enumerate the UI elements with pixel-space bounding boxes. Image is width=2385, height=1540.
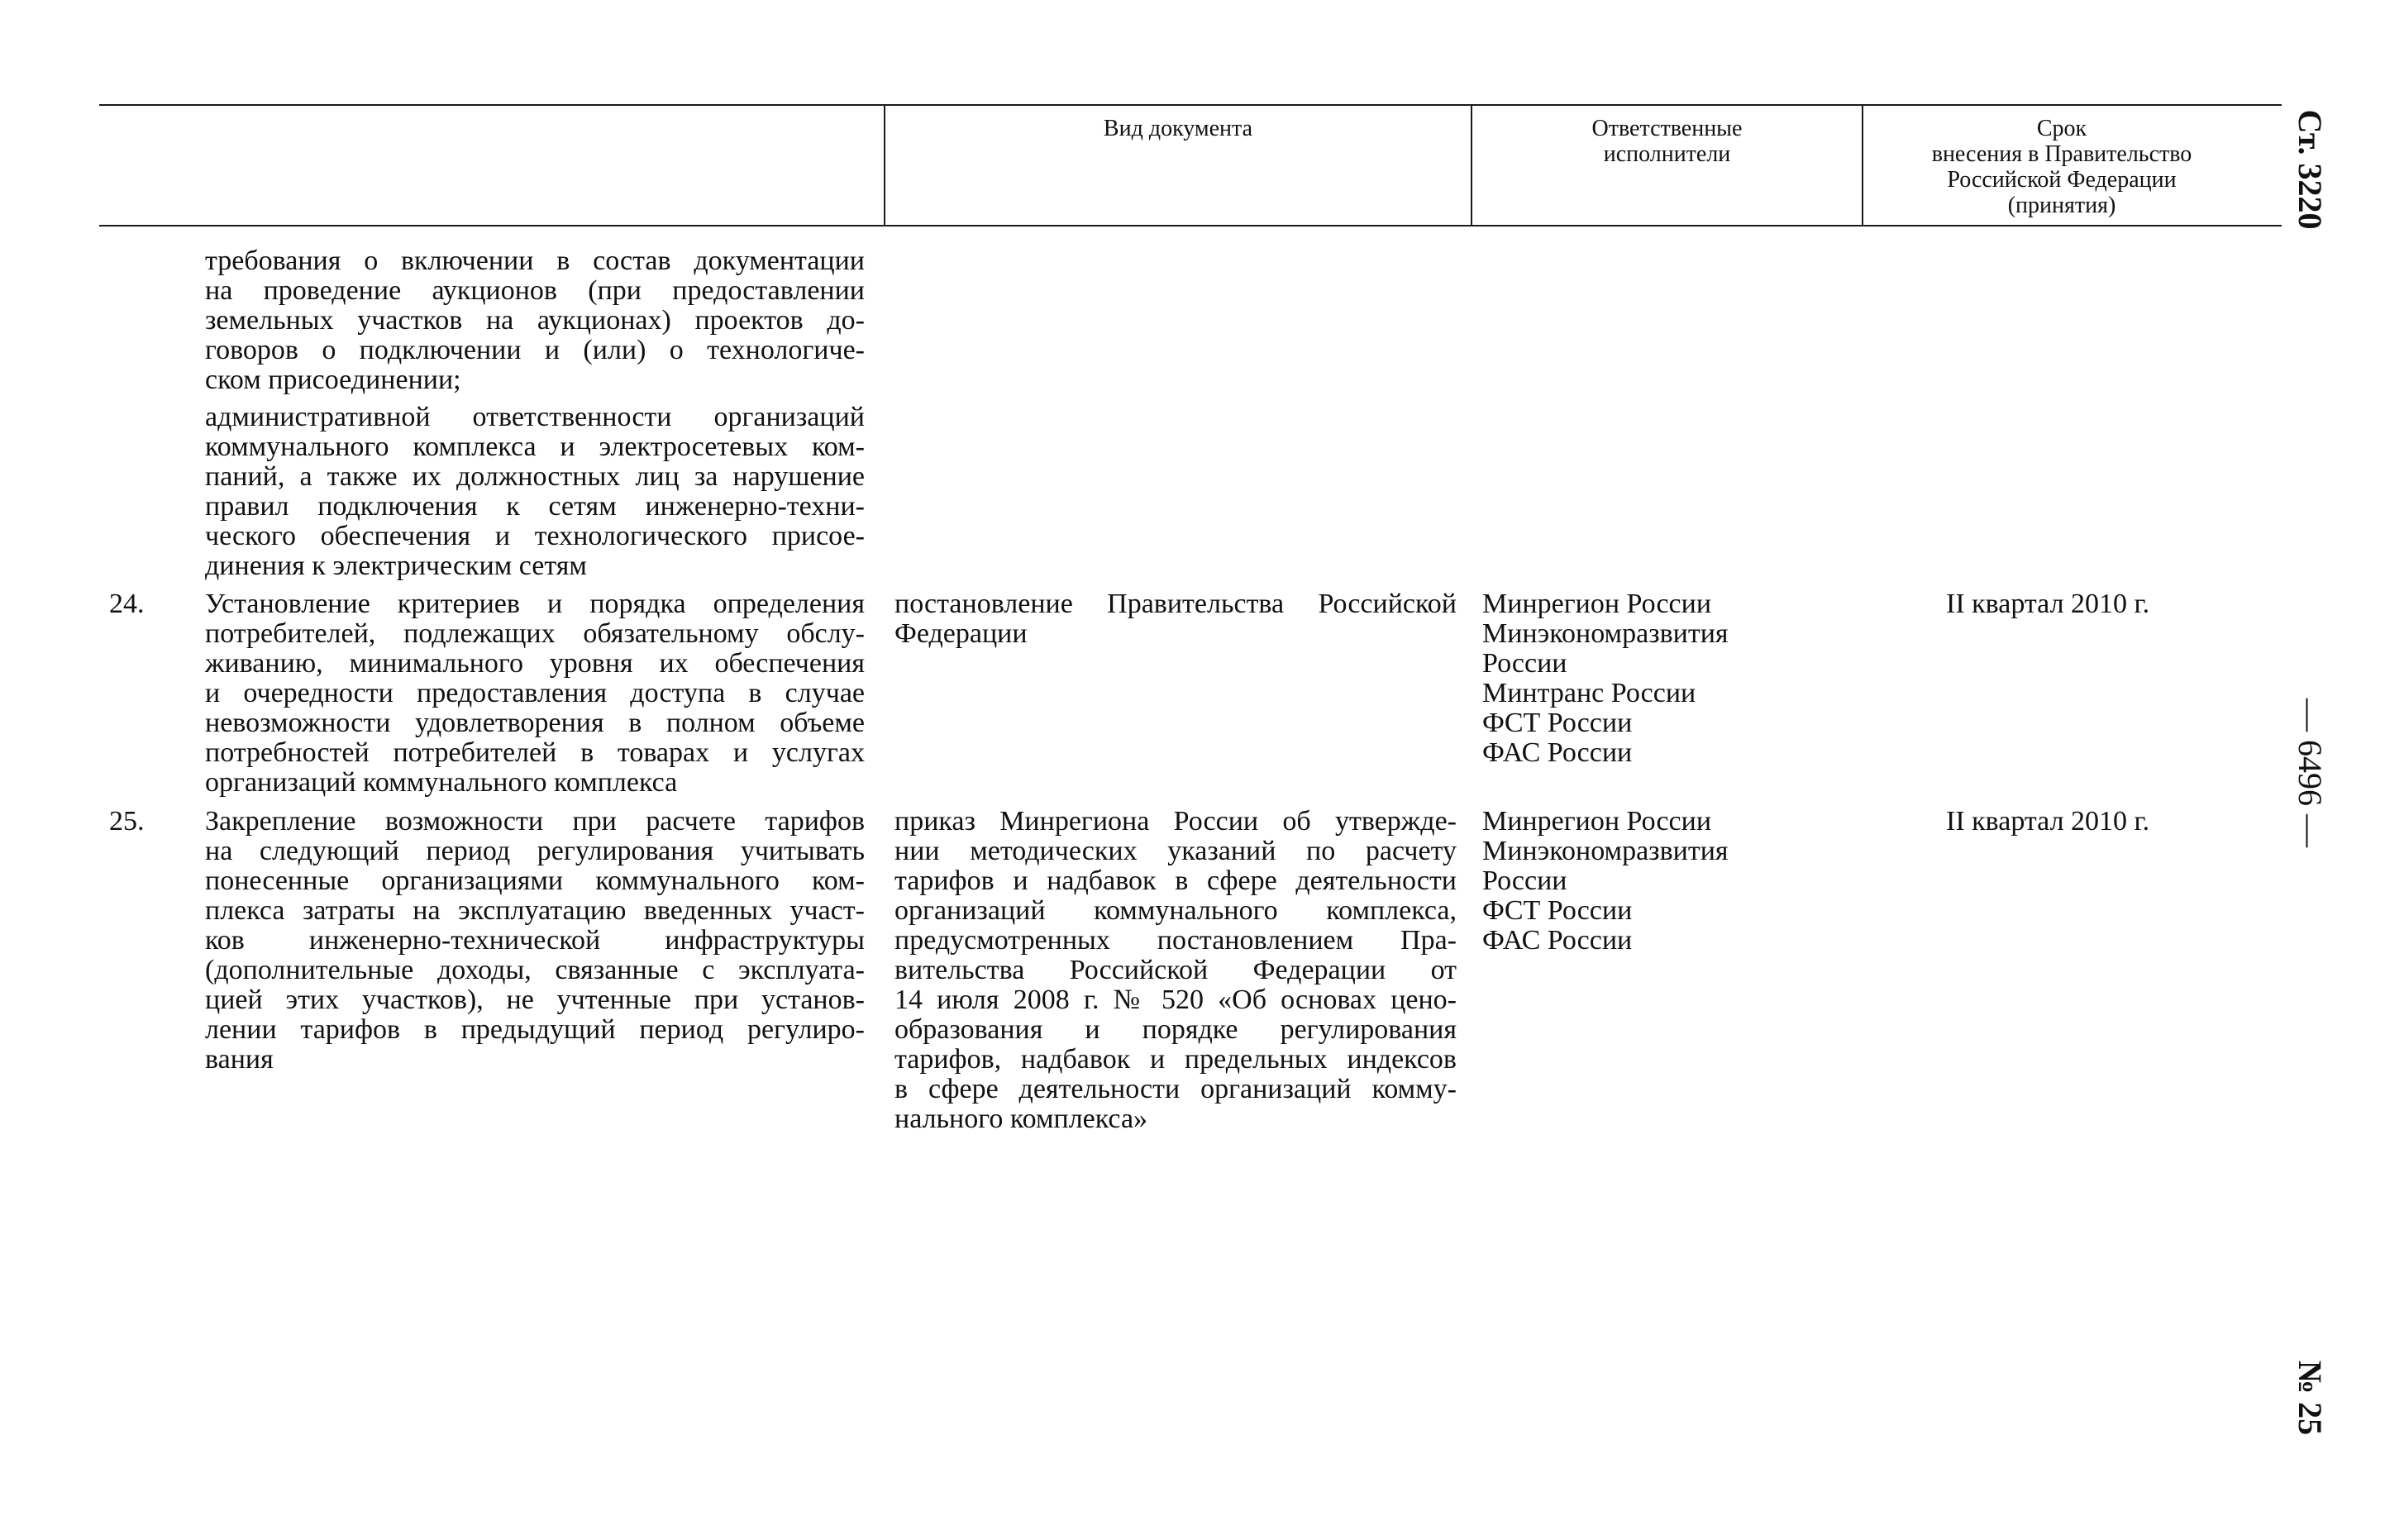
row-measure: Установление критериев и порядка определения потребителей, подлежащих обязательному обслу- живанию, минимального уровня их обеспечения и очередности предоставления доступа в случае невозможности удовлетворения в полном объеме потребностей потребителей в товарах и услугах организаций коммунального комплекса [205,589,865,798]
row-number: 25. [109,806,145,837]
article-number: Ст. 3220 [2292,109,2329,230]
continuation-paragraph-2: административной ответственности организаций коммунального комплекса и электросетевых ком- паний, а также их должностных лиц за нарушение правил подключения к сетям инженерно-техни- ческого обеспечения и технологического присое- динения к электрическим сетям [205,402,865,581]
row-number: 24. [109,589,145,619]
row-executors: Минрегион России Минэкономразвития России Минтранс России ФСТ России ФАС России [1482,589,1729,768]
row-doc-type: приказ Минрегиона России об утвержде- нии методических указаний по расчету тарифов и надбавок в сфере деятельности организаций коммунального комплекса, предусмотренных постановлением Пра- вительства Российской Федерации от 14 июля 2008 г. № 520 «Об основах цено- образования и порядке регулирования тарифов, надбавок и предельных индексов в сфере деятельности организаций комму- нального комплекса» [894,806,1457,1134]
continuation-paragraph-1: требования о включении в состав документации на проведение аукционов (при предоставлении земельных участков на аукционах) проектов до- говоров о подключении и (или) о технологиче- ском присоединении; [205,246,865,395]
row-deadline: II квартал 2010 г. [1946,806,2150,837]
row-doc-type: постановление Правительства Российской Федерации [894,589,1457,649]
issue-number: № 25 [2292,1360,2329,1436]
page-number: — 6496 — [2292,698,2329,847]
header-top-rule [99,104,2282,106]
row-deadline: II квартал 2010 г. [1946,589,2150,619]
header-doc-type: Вид документа [1103,116,1253,141]
header-deadline: Срок внесения в Правительство Российской Федерации (принятия) [1931,116,2192,218]
row-executors: Минрегион России Минэкономразвития России ФСТ России ФАС России [1482,806,1729,956]
header-bottom-rule [99,225,2282,226]
row-measure: Закрепление возможности при расчете тарифов на следующий период регулирования учитывать понесенные организациями коммунального ком- плекса затраты на эксплуатацию введенных участ- ков инженерно-технической инфраструктуры (дополнительные доходы, связанные с эксплуата- цией этих участков), не учтенные при установ- лении тарифов в предыдущий период регулиро- вания [205,806,865,1075]
header-executors: Ответственные исполнители [1591,116,1743,167]
